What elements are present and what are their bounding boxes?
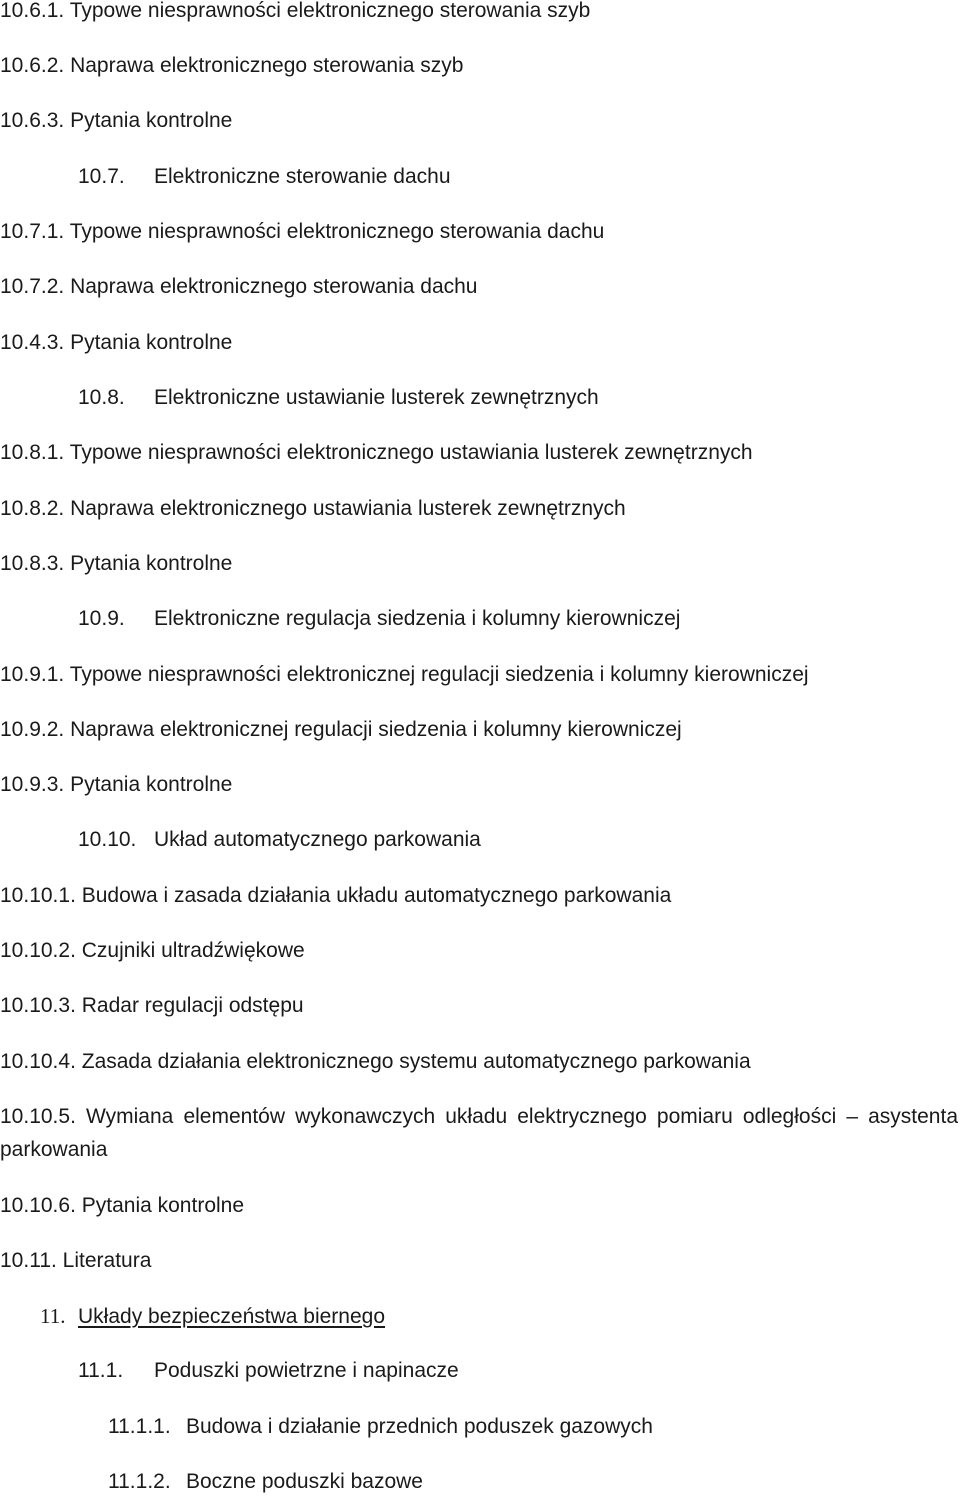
toc-entry-10-7-2 — [0, 274, 478, 300]
entry-title: Boczne poduszki bazowe — [186, 1470, 423, 1493]
entry-number: 10.10.1. — [0, 884, 76, 907]
entry-title: Typowe niesprawności elektronicznego sterowania szyb — [69, 0, 591, 22]
entry-number: 11.1.1. — [108, 1415, 171, 1438]
entry-number: 10.9.3. — [0, 773, 65, 796]
toc-entry-11-1-1 — [108, 1414, 653, 1440]
entry-number: 10.10.6. — [0, 1194, 76, 1217]
entry-title: Elektroniczne regulacja siedzenia i kolumny kierowniczej — [154, 607, 681, 630]
entry-number: 10.11. — [0, 1249, 57, 1272]
toc-entry-10-10-3 — [0, 993, 304, 1019]
toc-entry-10-11 — [0, 1248, 151, 1274]
toc-entry-10-10-1 — [0, 883, 671, 909]
entry-number: 11.1.2. — [108, 1470, 171, 1493]
entry-title: Pytania kontrolne — [70, 109, 233, 132]
entry-title: Naprawa elektronicznej regulacji siedzenia i kolumny kierowniczej — [70, 718, 682, 741]
entry-title: Wymiana elementów wykonawczych układu elektrycznego pomiaru odległości – asystenta parkowania — [0, 1105, 959, 1161]
toc-entry-10-9-3 — [0, 772, 232, 798]
toc-entry-10-8 — [78, 385, 599, 411]
toc-entry-10-8-1 — [0, 440, 753, 466]
entry-title: Radar regulacji odstępu — [81, 994, 304, 1017]
entry-number: 10.8.2. — [0, 497, 65, 520]
toc-entry-10-4-3 — [0, 330, 232, 356]
entry-title: Typowe niesprawności elektronicznego ustawiania lusterek zewnętrznych — [69, 441, 753, 464]
entry-number: 10.6.1. — [0, 0, 65, 22]
entry-title: Pytania kontrolne — [70, 773, 233, 796]
entry-number: 10.7.1. — [0, 220, 65, 243]
entry-number: 10.9.2. — [0, 718, 65, 741]
entry-title: Typowe niesprawności elektronicznego sterowania dachu — [69, 220, 605, 243]
toc-entry-10-10-2 — [0, 938, 305, 964]
toc-chapter-11 — [40, 1303, 385, 1330]
toc-entry-10-10 — [78, 827, 481, 853]
entry-number: 10.10.3. — [0, 994, 76, 1017]
entry-number: 10.9.1. — [0, 663, 65, 686]
entry-number: 10.4.3. — [0, 331, 65, 354]
entry-title: Budowa i zasada działania układu automatycznego parkowania — [81, 884, 672, 907]
toc-entry-11-1 — [78, 1358, 459, 1384]
entry-title: Elektroniczne ustawianie lusterek zewnętrznych — [154, 386, 599, 409]
entry-number: 10.7. — [78, 165, 125, 188]
entry-title: Literatura — [62, 1249, 152, 1272]
toc-entry-10-9-1 — [0, 662, 809, 688]
entry-number: 10.6.3. — [0, 109, 65, 132]
entry-number: 10.6.2. — [0, 54, 65, 77]
toc-entry-10-7-1 — [0, 219, 604, 245]
entry-title: Typowe niesprawności elektronicznej regulacji siedzenia i kolumny kierowniczej — [69, 663, 809, 686]
entry-title: Pytania kontrolne — [70, 552, 233, 575]
entry-number: 10.8. — [78, 386, 125, 409]
entry-number: 10.10.2. — [0, 939, 76, 962]
entry-number: 10.10.5. — [0, 1105, 76, 1128]
toc-entry-10-10-6 — [0, 1193, 244, 1219]
toc-entry-10-6-2 — [0, 53, 463, 79]
toc-entry-10-9 — [78, 606, 680, 632]
entry-title: Zasada działania elektronicznego systemu automatycznego parkowania — [81, 1050, 751, 1073]
toc-entry-10-10-5 — [0, 1100, 958, 1166]
entry-number: 10.10.4. — [0, 1050, 76, 1073]
entry-number: 10.8.3. — [0, 552, 65, 575]
entry-title: Naprawa elektronicznego sterowania dachu — [70, 275, 478, 298]
entry-title: Budowa i działanie przednich poduszek gazowych — [186, 1415, 653, 1438]
toc-entry-10-6-1 — [0, 0, 590, 24]
entry-number: 10.10. — [78, 828, 137, 851]
toc-entry-10-8-3 — [0, 551, 232, 577]
entry-title: Układ automatycznego parkowania — [154, 828, 481, 851]
entry-number: 10.8.1. — [0, 441, 65, 464]
toc-entry-10-7 — [78, 164, 451, 190]
entry-title: Układy bezpieczeństwa biernego — [78, 1305, 386, 1328]
entry-number: 11.1. — [78, 1359, 124, 1382]
toc-entry-10-9-2 — [0, 717, 682, 743]
entry-title: Poduszki powietrzne i napinacze — [154, 1359, 459, 1382]
entry-number: 10.9. — [78, 607, 125, 630]
toc-entry-11-1-2 — [108, 1469, 423, 1495]
toc-entry-10-10-4 — [0, 1049, 751, 1075]
toc-entry-10-6-3 — [0, 108, 232, 134]
entry-title: Naprawa elektronicznego ustawiania lusterek zewnętrznych — [70, 497, 626, 520]
entry-title: Pytania kontrolne — [81, 1194, 245, 1217]
entry-number: 11. — [40, 1304, 66, 1328]
entry-title: Naprawa elektronicznego sterowania szyb — [70, 54, 464, 77]
entry-title: Elektroniczne sterowanie dachu — [154, 165, 451, 188]
toc-entry-10-8-2 — [0, 496, 626, 522]
entry-title: Pytania kontrolne — [70, 331, 233, 354]
entry-title: Czujniki ultradźwiękowe — [81, 939, 305, 962]
entry-number: 10.7.2. — [0, 275, 65, 298]
